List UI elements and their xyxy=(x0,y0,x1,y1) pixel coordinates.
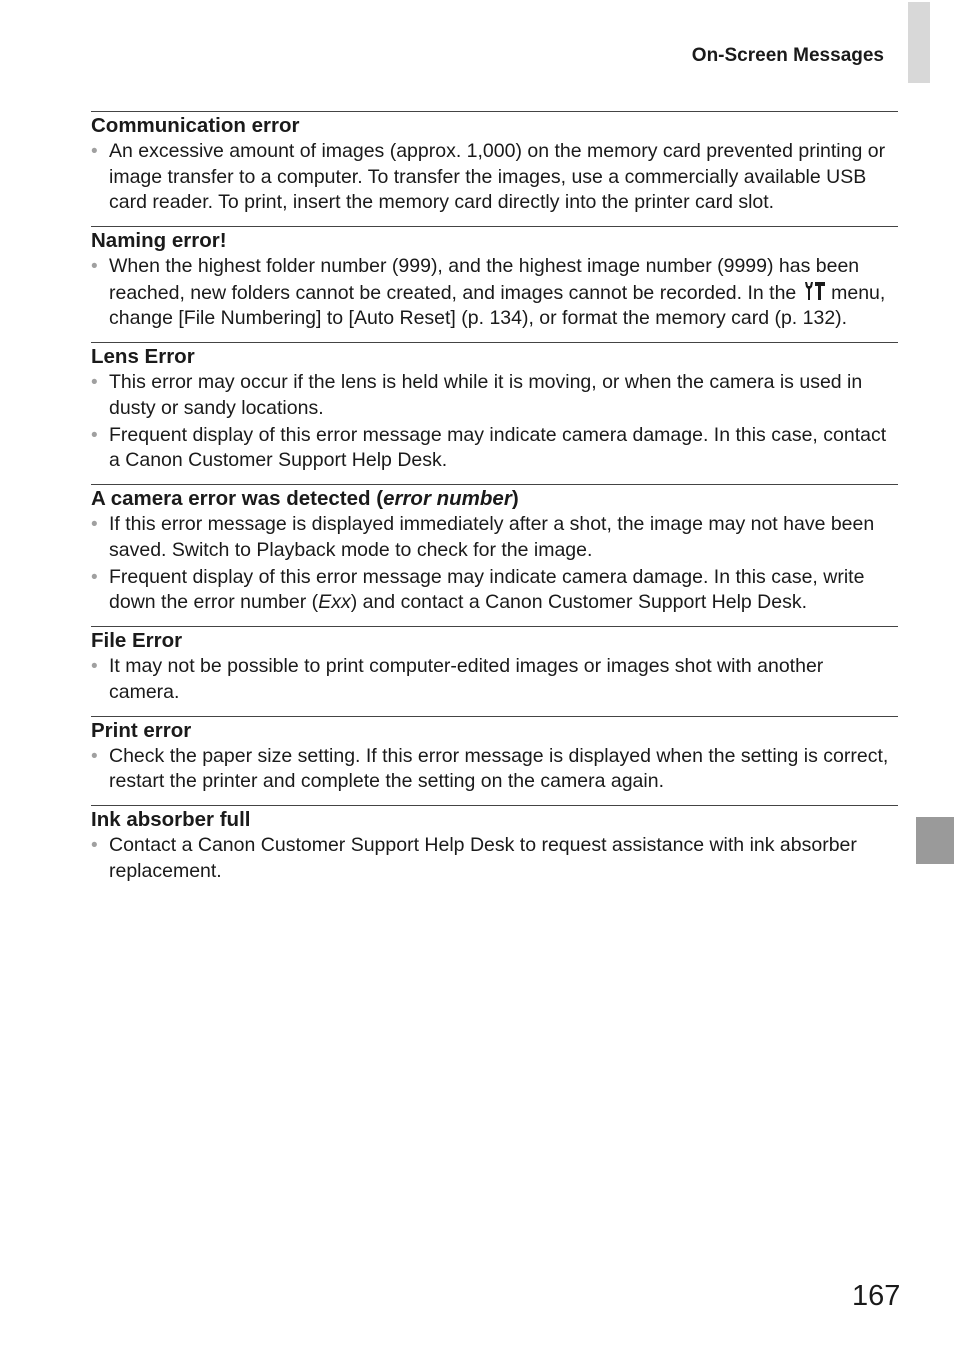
bullet-item xyxy=(91,512,898,563)
section-title: Ink absorber full xyxy=(91,808,251,831)
bullet-list xyxy=(91,370,898,474)
bullet-icon: • xyxy=(91,835,98,856)
section-title: Print error xyxy=(91,718,192,742)
bullet-item xyxy=(91,654,898,705)
setup-tools-icon xyxy=(802,280,826,302)
error-code-text: Exx xyxy=(318,591,351,613)
bullet-item xyxy=(91,744,898,795)
bullet-text: Frequent display of this error message may indicate camera damage. In this case, contact a Canon Customer Support Help Desk. xyxy=(109,423,887,471)
bullet-icon: • xyxy=(91,656,98,677)
bullet-icon: • xyxy=(91,372,98,393)
bullet-text: If this error message is displayed immediately after a shot, the image may not have been saved. Switch to Playback mode to check for the image. xyxy=(109,513,875,561)
bullet-icon: • xyxy=(91,745,98,767)
bullet-icon: • xyxy=(91,256,98,277)
bullet-list xyxy=(91,833,898,884)
bullet-text: Check the paper size setting. If this error message is displayed when the setting is correct, restart the printer and complete the setting on the camera again. xyxy=(109,744,889,792)
bullet-item xyxy=(91,139,898,216)
message-section-print-error xyxy=(91,716,898,806)
bullet-text: Contact a Canon Customer Support Help Desk to request assistance with ink absorber replacement. xyxy=(109,834,857,882)
section-title: Naming error! xyxy=(91,229,227,252)
messages-list xyxy=(91,111,898,895)
message-section-naming-error xyxy=(91,226,898,342)
message-section-ink-absorber-full xyxy=(91,805,898,895)
bullet-list xyxy=(91,744,898,795)
message-section-lens-error xyxy=(91,342,898,484)
bullet-list xyxy=(91,139,898,216)
bullet-text: An excessive amount of images (approx. 1,000) on the memory card prevented printing or image transfer to a computer. To transfer the images, use a commercially available USB card reader. To print, insert the memory card directly into the printer card slot. xyxy=(109,140,886,213)
bullet-item xyxy=(91,423,898,474)
bullet-list xyxy=(91,512,898,616)
page-number: 167 xyxy=(852,1280,901,1312)
bullet-item xyxy=(91,254,898,332)
page-header-title: On-Screen Messages xyxy=(691,45,884,66)
bullet-item xyxy=(91,833,898,884)
bullet-item xyxy=(91,370,898,421)
section-title xyxy=(91,486,898,512)
bullet-list xyxy=(91,254,898,332)
bullet-icon: • xyxy=(91,424,98,446)
bullet-item xyxy=(91,565,898,616)
section-title-close: ) xyxy=(511,487,519,510)
section-title-italic: error number xyxy=(383,487,512,510)
message-section-file-error xyxy=(91,626,898,716)
bullet-icon: • xyxy=(91,566,98,588)
message-section-communication-error xyxy=(91,111,898,226)
bullet-text: This error may occur if the lens is held while it is moving, or when the camera is used in dusty or sandy locations. xyxy=(109,371,863,419)
message-section-camera-error-detected xyxy=(91,484,898,626)
chapter-tab-marker xyxy=(908,2,930,83)
section-tab-marker xyxy=(916,817,954,864)
section-title: Lens Error xyxy=(91,345,195,368)
bullet-icon: • xyxy=(91,141,98,162)
bullet-text: It may not be possible to print computer-edited images or images shot with another camera. xyxy=(109,655,824,703)
bullet-icon: • xyxy=(91,514,98,535)
bullet-text: When the highest folder number (999), and the highest image number (9999) has been reached, new folders cannot be created, and images cannot be recorded. In the xyxy=(109,255,860,304)
section-title-text: A camera error was detected ( xyxy=(91,487,384,510)
bullet-list xyxy=(91,654,898,705)
bullet-text-continued: menu, change [File Numbering] to [Auto Reset] (p. 134), or format the memory card (p. 132). xyxy=(109,281,886,329)
bullet-text-continued: ) and contact a Canon Customer Support Help Desk. xyxy=(350,591,808,613)
section-title: File Error xyxy=(91,629,183,652)
bullet-text: Frequent display of this error message may indicate camera damage. In this case, write down the error number ( xyxy=(109,565,865,613)
section-title: Communication error xyxy=(91,114,300,137)
